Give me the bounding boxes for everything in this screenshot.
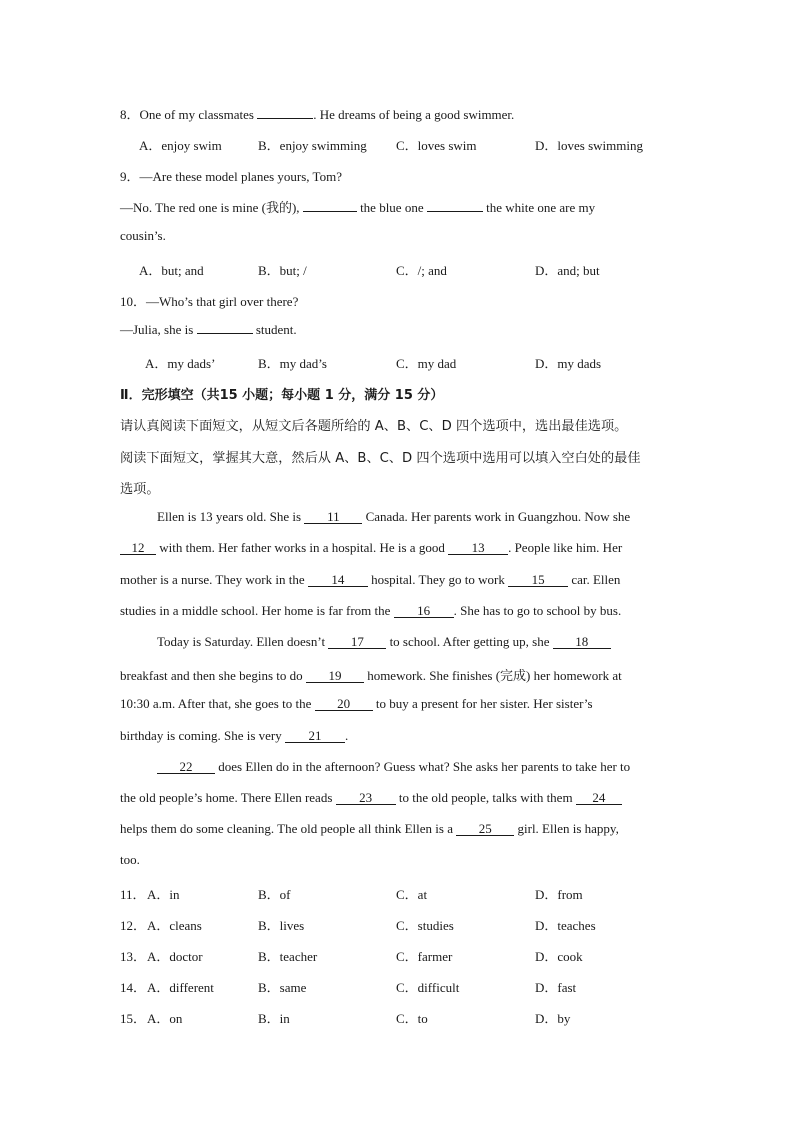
q8-text-a: 8．One of my classmates <box>120 107 258 122</box>
q9-option-a: A．but; and <box>139 263 204 278</box>
q12-option-c: C．studies <box>396 918 454 933</box>
passage-line-12: too. <box>120 852 140 867</box>
q13-option-b: B．teacher <box>258 949 318 964</box>
blank-24: 24 <box>576 791 622 805</box>
passage-text: Canada. Her parents work in Guangzhou. Now she <box>362 509 631 524</box>
passage-text: hospital. They go to work <box>367 572 509 587</box>
passage-text: breakfast and then she begins to do <box>120 668 306 683</box>
blank-17: 17 <box>328 635 386 649</box>
q8-blank <box>257 118 313 119</box>
passage-line-8 <box>120 728 348 744</box>
blank-11: 11 <box>304 510 362 524</box>
q10-blank <box>197 333 253 334</box>
q9-blank-2 <box>427 211 483 212</box>
passage-text: to buy a present for her sister. Her sister’s <box>372 696 593 711</box>
passage-text: . People like him. Her <box>508 540 623 555</box>
blank-20: 20 <box>315 697 373 711</box>
q11-option-c: C．at <box>396 887 428 902</box>
section-instruction-2: 阅读下面短文，掌握其大意，然后从 A、B、C、D 四个选项中选用可以填入空白处的最佳 <box>120 451 641 466</box>
passage-text: to school. After getting up, she <box>386 634 553 649</box>
section-instruction-1: 请认真阅读下面短文，从短文后各题所给的 A、B、C、D 四个选项中，选出最佳选项。 <box>120 419 628 434</box>
section-instruction-3: 选项。 <box>120 482 160 497</box>
blank-12: 12 <box>120 541 156 555</box>
blank-21: 21 <box>285 729 345 743</box>
q10-option-b: B．my dad’s <box>258 356 327 371</box>
q12-option-d: D．teaches <box>535 918 596 933</box>
passage-text: studies in a middle school. Her home is far from the <box>120 603 394 618</box>
question-11-num: 11． <box>120 887 146 902</box>
passage-text: does Ellen do in the afternoon? Guess what? She asks her parents to take her to <box>215 759 631 774</box>
passage-text: mother is a nurse. They work in the <box>120 572 308 587</box>
q9-text-c: the white one are my <box>482 200 596 215</box>
question-15-num: 15． <box>120 1011 147 1026</box>
q10-option-c: C．my dad <box>396 356 457 371</box>
passage-text: . <box>345 728 349 743</box>
question-9-stem-3: cousin’s. <box>120 228 166 243</box>
blank-25: 25 <box>456 822 514 836</box>
passage-text: car. Ellen <box>568 572 621 587</box>
q10-text-b: student. <box>252 322 297 337</box>
passage-text: 10:30 a.m. After that, she goes to the <box>120 696 315 711</box>
passage-line-1 <box>157 509 630 525</box>
q9-option-d: D．and; but <box>535 263 600 278</box>
question-12-num: 12． <box>120 918 147 933</box>
blank-13: 13 <box>448 541 508 555</box>
question-8-stem <box>120 104 514 123</box>
passage-line-5 <box>157 634 611 650</box>
passage-text: helps them do some cleaning. The old people all think Ellen is a <box>120 821 457 836</box>
passage-text: with them. Her father works in a hospital. He is a good <box>156 540 449 555</box>
question-10-stem-2 <box>120 322 297 338</box>
passage-text: the old people’s home. There Ellen reads <box>120 790 336 805</box>
passage-line-9 <box>157 759 630 775</box>
passage-line-10 <box>120 790 622 806</box>
section-heading: Ⅱ．完形填空（共15 小题；每小题 1 分，满分 15 分） <box>120 388 444 403</box>
q13-option-d: D．cook <box>535 949 583 964</box>
passage-text: girl. Ellen is happy, <box>514 821 619 836</box>
q9-text-a: —No. The red one is mine (我的), <box>120 200 303 215</box>
question-14-num: 14． <box>120 980 147 995</box>
passage-line-7 <box>120 696 593 712</box>
question-9-stem-2 <box>120 197 595 216</box>
passage-text: birthday is coming. She is very <box>120 728 286 743</box>
q14-option-a: A．different <box>147 980 214 995</box>
passage-text: Ellen is 13 years old. She is <box>157 509 305 524</box>
q10-option-d: D．my dads <box>535 356 602 371</box>
q11-option-b: B．of <box>258 887 291 902</box>
q8-text-b: . He dreams of being a good swimmer. <box>313 107 515 122</box>
question-13-num: 13． <box>120 949 147 964</box>
q13-option-a: A．doctor <box>147 949 203 964</box>
q12-option-a: A．cleans <box>147 918 202 933</box>
passage-text: Today is Saturday. Ellen doesn’t <box>157 634 329 649</box>
q14-option-d: D．fast <box>535 980 577 995</box>
q10-text-a: —Julia, she is <box>120 322 197 337</box>
q13-option-c: C．farmer <box>396 949 453 964</box>
passage-text: homework. She finishes (完成) her homework at <box>363 668 622 683</box>
q15-option-c: C．to <box>396 1011 428 1026</box>
q8-option-b: B．enjoy swimming <box>258 138 367 153</box>
blank-15: 15 <box>508 573 568 587</box>
q15-option-b: B．in <box>258 1011 290 1026</box>
q8-option-c: C．loves swim <box>396 138 477 153</box>
q9-option-b: B．but; / <box>258 263 307 278</box>
q15-option-d: D．by <box>535 1011 571 1026</box>
question-10-stem: 10．—Who’s that girl over there? <box>120 294 299 309</box>
q9-blank-1 <box>303 211 357 212</box>
passage-line-3 <box>120 572 620 588</box>
q12-option-b: B．lives <box>258 918 305 933</box>
q15-option-a: A．on <box>147 1011 183 1026</box>
q11-option-d: D．from <box>535 887 583 902</box>
q8-option-a: A．enjoy swim <box>139 138 222 153</box>
passage-line-11 <box>120 821 619 837</box>
blank-22: 22 <box>157 760 215 774</box>
passage-text: to the old people, talks with them <box>395 790 576 805</box>
q10-option-a: A．my dads’ <box>145 356 216 371</box>
blank-14: 14 <box>308 573 368 587</box>
blank-23: 23 <box>336 791 396 805</box>
q9-option-c: C．/; and <box>396 263 447 278</box>
blank-18: 18 <box>553 635 611 649</box>
passage-line-4 <box>120 603 621 619</box>
q8-option-d: D．loves swimming <box>535 138 643 153</box>
passage-text: . She has to go to school by bus. <box>453 603 622 618</box>
q9-text-b: the blue one <box>356 200 427 215</box>
passage-line-6 <box>120 665 622 684</box>
q14-option-c: C．difficult <box>396 980 460 995</box>
q11-option-a: A．in <box>147 887 180 902</box>
question-9-stem: 9．—Are these model planes yours, Tom? <box>120 169 342 184</box>
q14-option-b: B．same <box>258 980 307 995</box>
blank-16: 16 <box>394 604 454 618</box>
blank-19: 19 <box>306 669 364 683</box>
passage-line-2 <box>120 540 622 556</box>
